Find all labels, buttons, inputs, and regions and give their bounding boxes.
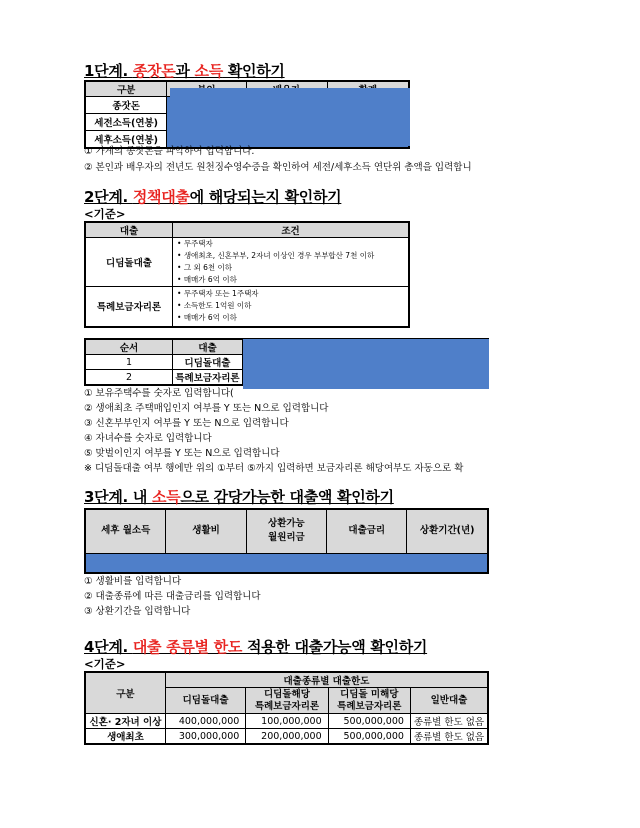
step3-title (84, 486, 394, 507)
step2-check-header-loan: 대출 (173, 339, 244, 355)
step2-criteria-bogeum-conditions (173, 287, 410, 327)
step2-criteria-header-condition: 조건 (173, 222, 410, 238)
step2-criteria-didimdol: 디딤돌대출 (85, 238, 173, 287)
step1-note-1: ① 가계의 종잣돈을 파악하여 입력합니다. (84, 146, 255, 157)
step2-title-suffix: 에 해당되는지 확인하기 (189, 188, 342, 206)
condition-item: • 매매가 6억 이하 (177, 312, 408, 324)
step4-col-general: 일반대출 (410, 688, 488, 714)
step4-cell: 400,000,000 (165, 714, 245, 729)
step2-criteria-header-loan: 대출 (85, 222, 173, 238)
step2-criteria-table (84, 221, 410, 328)
step4-title-prefix: 4단계. (84, 638, 133, 656)
step1-row-seed: 종잣돈 (85, 97, 167, 114)
step4-title-suffix: 적용한 대출가능액 확인하기 (242, 638, 428, 656)
step2-check-name-2: 특례보금자리론 (173, 370, 244, 386)
step1-title-suffix: 확인하기 (222, 62, 285, 80)
step2-note-5: ⑤ 맞벌이인지 여부를 Y 또는 N으로 입력합니다 (84, 448, 280, 459)
condition-item: • 무주택자 또는 1주택자 (177, 288, 408, 300)
step1-title (84, 60, 285, 81)
step4-title (84, 636, 427, 657)
step1-title-red1: 종잣돈 (132, 62, 176, 80)
step4-col-didimdol-bogeum: 디딤돌해당 특례보금자리론 (246, 688, 328, 714)
step4-cell: 200,000,000 (246, 729, 328, 745)
condition-item: • 소득한도 1억원 이하 (177, 300, 408, 312)
step2-check-no-2: 2 (85, 370, 173, 386)
condition-item: • 생애최초, 신혼부부, 2자녀 이상인 경우 부부합산 7천 이하 (177, 250, 408, 262)
step2-note-4: ④ 자녀수를 숫자로 입력합니다 (84, 433, 212, 444)
step3-header-repayable: 상환가능 월원리금 (246, 509, 326, 553)
step2-criteria-didimdol-conditions (173, 238, 410, 287)
condition-item: • 그 외 6천 이하 (177, 262, 408, 274)
step4-cell: 100,000,000 (246, 714, 328, 729)
step2-check-header-no: 순서 (85, 339, 173, 355)
step3-note-2: ② 대출종류에 따른 대출금리를 입력합니다 (84, 591, 261, 602)
step3-title-red: 소득 (151, 488, 181, 506)
step1-note-2: ② 본인과 배우자의 전년도 원천징수영수증을 확인하여 세전/세후소득 연단위 총액을 입력합니 (84, 162, 472, 173)
step3-title-suffix: 으로 감당가능한 대출액 확인하기 (180, 488, 394, 506)
step2-criteria-bogeum: 특례보금자리론 (85, 287, 173, 327)
step4-cell: 300,000,000 (165, 729, 245, 745)
step4-row-label-newlywed: 신혼· 2자녀 이상 (85, 714, 165, 729)
step1-title-prefix: 1단계. (84, 62, 133, 80)
step2-check-table (84, 338, 244, 386)
step4-cell: 종류별 한도 없음 (410, 714, 488, 729)
step4-title-red: 대출 종류별 한도 (132, 638, 243, 656)
step2-title-red: 정책대출 (132, 188, 190, 206)
step2-title-prefix: 2단계. (84, 188, 133, 206)
step2-input-area[interactable] (243, 338, 489, 389)
step4-group-header: 대출종류별 대출한도 (165, 672, 488, 688)
step2-title (84, 186, 341, 207)
step4-cell: 500,000,000 (328, 714, 410, 729)
step2-note-3: ③ 신혼부부인지 여부를 Y 또는 N으로 입력합니다 (84, 418, 289, 429)
step1-blue-overlay (170, 88, 410, 146)
step4-row-header: 구분 (85, 672, 165, 714)
step4-criteria-label: <기준> (84, 657, 126, 671)
step2-note-2: ② 생애최초 주택매입인지 여부를 Y 또는 N으로 입력합니다 (84, 403, 329, 414)
step4-row-label-first-time: 생애최초 (85, 729, 165, 745)
step2-note-6: ※ 디딤돌대출 여부 행에만 위의 ①부터 ⑤까지 입력하면 보금자리론 해당여부도 자동으로 확 (84, 463, 464, 474)
step2-check-name-1: 디딤돌대출 (173, 355, 244, 370)
step1-row-net: 세후소득(연봉) (85, 131, 167, 148)
step2-criteria-label: <기준> (84, 207, 126, 221)
step4-cell: 500,000,000 (328, 729, 410, 745)
step3-header-net-income: 세후 월소득 (85, 509, 166, 553)
step4-col-didimdol: 디딤돌대출 (165, 688, 245, 714)
step3-note-3: ③ 상환기간을 입력합니다 (84, 606, 191, 617)
step3-header-rate: 대출금리 (327, 509, 407, 553)
step2-note-1: ① 보유주택수를 숫자로 입력합니다( (84, 388, 234, 399)
step1-header-category: 구분 (85, 81, 167, 97)
step3-note-1: ① 생활비를 입력합니다 (84, 576, 182, 587)
step3-input-area[interactable] (85, 553, 488, 573)
step1-title-mid: 과 (175, 62, 195, 80)
step2-check-no-1: 1 (85, 355, 173, 370)
step4-table (84, 671, 489, 745)
step1-row-gross: 세전소득(연봉) (85, 114, 167, 131)
step1-title-red2: 소득 (194, 62, 223, 80)
step4-cell: 종류별 한도 없음 (410, 729, 488, 745)
step3-header-living-cost: 생활비 (166, 509, 246, 553)
condition-item: • 무주택자 (177, 238, 408, 250)
step3-header-period: 상환기간(년) (407, 509, 488, 553)
step3-table (84, 508, 489, 574)
condition-item: • 매매가 6억 이하 (177, 274, 408, 286)
step4-col-non-didimdol-bogeum: 디딤돌 미해당 특례보금자리론 (328, 688, 410, 714)
step3-title-prefix: 3단계. 내 (84, 488, 152, 506)
